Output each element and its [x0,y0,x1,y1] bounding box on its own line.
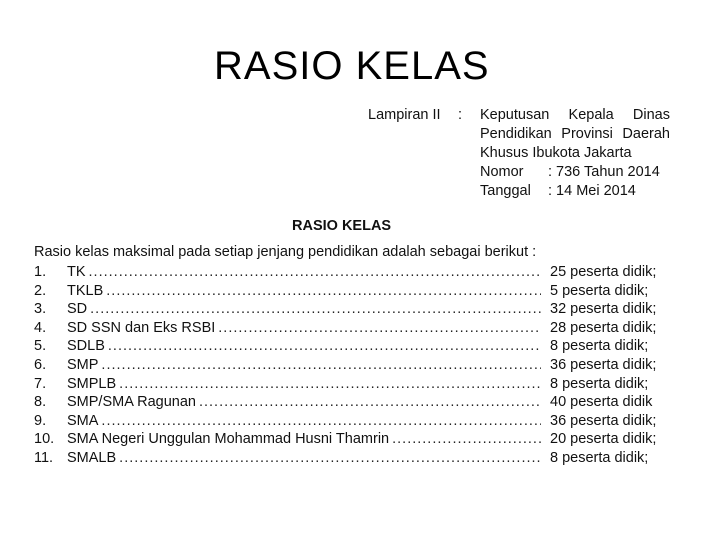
dot-leader [119,450,541,466]
lampiran-label: Lampiran II [368,107,441,123]
decree-line-2 [480,126,670,142]
item-number: 7. [34,375,47,392]
decree-word: Daerah [622,126,670,142]
decree-word: Keputusan [480,107,550,123]
item-number: 2. [34,282,47,299]
dot-leader [199,394,541,410]
dot-leader [101,357,541,373]
document-scan [34,102,694,482]
item-name: SD [67,301,88,318]
list-item [34,376,674,395]
dot-leader [119,376,541,392]
item-count: 36 peserta didik; [550,356,657,373]
slide-title: RASIO KELAS [214,44,490,88]
dot-leader [392,431,541,447]
item-count: 28 peserta didik; [550,319,657,336]
tanggal-value: : 14 Mei 2014 [548,183,636,199]
item-count: 8 peserta didik; [550,449,649,466]
list-item [34,431,674,450]
item-count: 8 peserta didik; [550,375,649,392]
decree-line-1 [480,107,670,123]
list-item [34,283,674,302]
item-number: 4. [34,319,47,336]
item-count: 32 peserta didik; [550,301,657,318]
item-name: SMP/SMA Ragunan [67,394,196,411]
decree-word: Pendidikan [480,126,552,142]
decree-word: Dinas [632,107,670,123]
item-name: TKLB [67,282,104,299]
dot-leader [108,338,541,354]
document-intro: Rasio kelas maksimal pada setiap jenjang pendidikan adalah sebagai berikut : [34,244,537,260]
item-name: TK [67,264,86,280]
item-number: 11. [34,449,54,466]
decree-line-3: Khusus Ibukota Jakarta [480,145,632,161]
item-name: SMA [67,412,99,429]
document-heading: RASIO KELAS [292,218,392,234]
dot-leader [101,413,541,429]
item-name: SMPLB [67,375,117,392]
item-number: 3. [34,301,47,318]
item-name: SDLB [67,338,105,355]
item-number: 6. [34,356,47,373]
item-number: 5. [34,338,47,355]
decree-word: Kepala [568,107,614,123]
list-item [34,357,674,376]
decree-nomor [480,164,660,180]
dot-leader [90,301,541,317]
item-count: 25 peserta didik; [550,264,657,280]
list-item [34,394,674,413]
item-name: SMP [67,356,99,373]
list-item [34,301,674,320]
item-count: 5 peserta didik; [550,282,649,299]
dot-leader [218,320,541,336]
nomor-label: Nomor [480,164,524,180]
list-item [34,338,674,357]
decree-word: Provinsi [561,126,613,142]
item-number: 9. [34,412,47,429]
dot-leader [106,283,541,299]
lampiran-colon: : [458,107,463,123]
dot-leader [89,264,541,280]
item-name: SD SSN dan Eks RSBI [67,319,216,336]
list-item [34,320,674,339]
item-number: 8. [34,394,47,411]
list-item [34,264,674,283]
item-count: 36 peserta didik; [550,412,657,429]
list-item [34,413,674,432]
item-count: 8 peserta didik; [550,338,649,355]
class-ratio-list [34,264,674,469]
item-count: 40 peserta didik [550,394,653,411]
list-item [34,450,674,469]
nomor-value: : 736 Tahun 2014 [548,164,660,180]
item-name: SMALB [67,449,117,466]
tanggal-label: Tanggal [480,183,531,199]
item-count: 20 peserta didik; [550,431,657,448]
decree-tanggal [480,183,636,199]
item-number: 1. [34,264,47,280]
item-name: SMA Negeri Unggulan Mohammad Husni Thamrin [67,431,390,448]
item-number: 10. [34,431,55,448]
